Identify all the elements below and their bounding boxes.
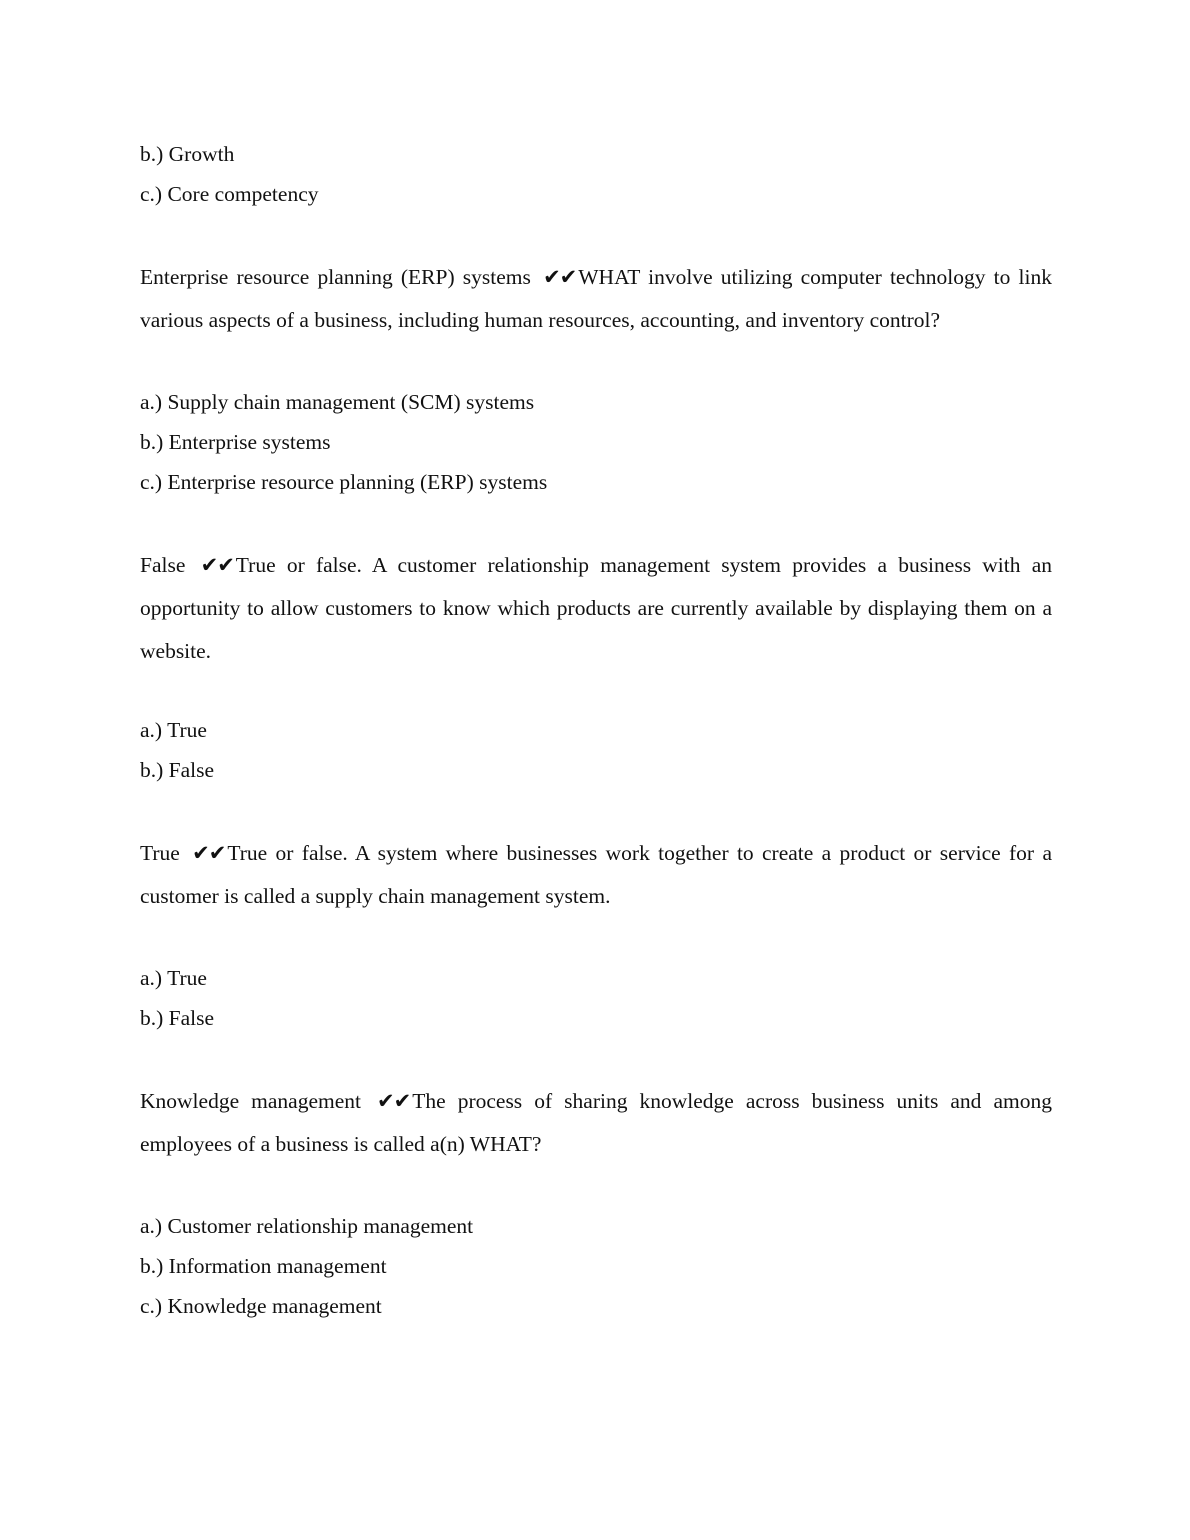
check-icon: ✔✔ bbox=[192, 841, 226, 865]
option-core-competency: c.) Core competency bbox=[140, 182, 319, 206]
option-a: a.) Supply chain management (SCM) systems bbox=[140, 390, 535, 414]
answer-text: True bbox=[140, 841, 189, 865]
check-icon: ✔✔ bbox=[377, 1089, 411, 1113]
answer-text: False bbox=[140, 553, 197, 577]
option-a: a.) True bbox=[140, 966, 207, 990]
check-icon: ✔✔ bbox=[543, 265, 577, 289]
question-text: True or false. A system where businesses work together to create a product or service for a customer is called a supply chain management system. bbox=[140, 841, 1052, 908]
question-knowledge-management bbox=[140, 1080, 1052, 1166]
question-text: The process of sharing knowledge across business units and among employees of a business is called a(n) WHAT? bbox=[140, 1089, 1052, 1156]
answer-text: Knowledge management bbox=[140, 1089, 374, 1113]
option-b: b.) Enterprise systems bbox=[140, 430, 331, 454]
question-text: True or false. A customer relationship management system provides a business with an opportunity to allow customers to know which products are currently available by displaying them on a website. bbox=[140, 553, 1052, 663]
answer-text: Enterprise resource planning (ERP) systems bbox=[140, 265, 540, 289]
question-erp bbox=[140, 256, 1052, 342]
option-b: b.) False bbox=[140, 758, 215, 782]
question-text: WHAT involve utilizing computer technology to link various aspects of a business, including human resources, accounting, and inventory control? bbox=[140, 265, 1052, 332]
option-a: a.) True bbox=[140, 718, 207, 742]
check-icon: ✔✔ bbox=[200, 553, 234, 577]
option-a: a.) Customer relationship management bbox=[140, 1214, 474, 1238]
option-b: b.) Information management bbox=[140, 1254, 387, 1278]
option-b: b.) False bbox=[140, 1006, 215, 1030]
option-c: c.) Knowledge management bbox=[140, 1294, 382, 1318]
option-c: c.) Enterprise resource planning (ERP) systems bbox=[140, 470, 548, 494]
question-scm-true-false bbox=[140, 832, 1052, 918]
question-crm-true-false bbox=[140, 544, 1052, 673]
option-growth: b.) Growth bbox=[140, 142, 235, 166]
